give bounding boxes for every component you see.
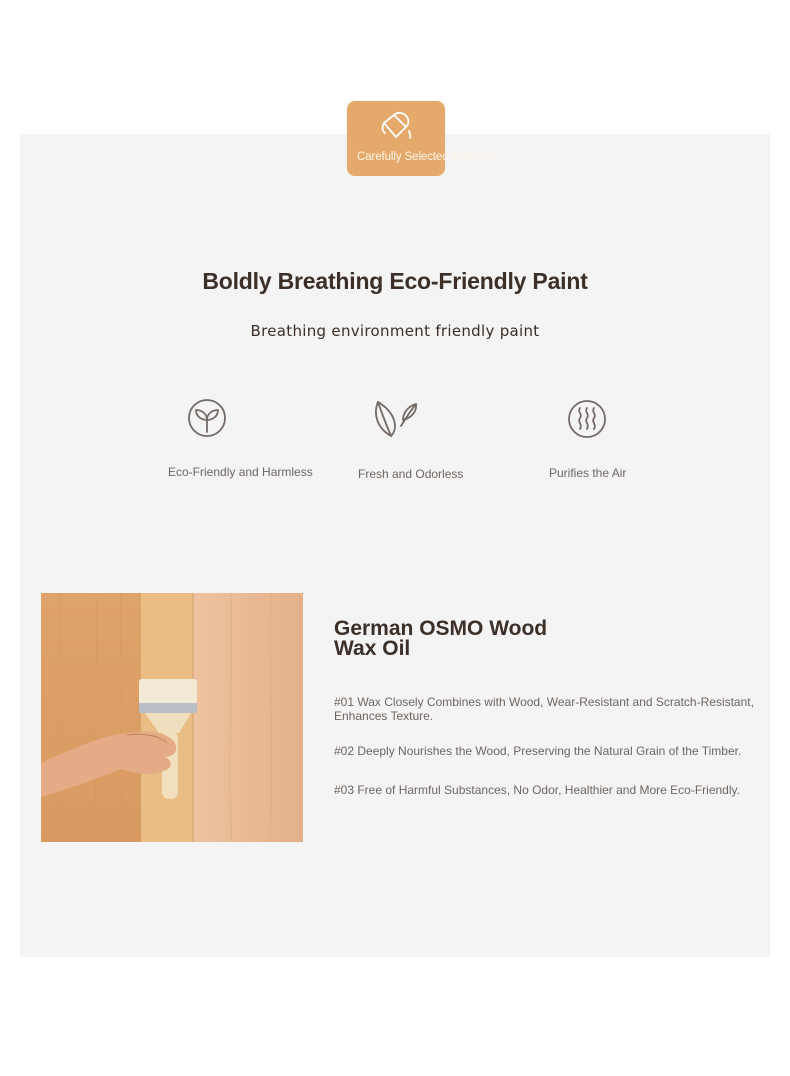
page-title: Boldly Breathing Eco-Friendly Paint: [202, 268, 588, 294]
badge-label: Carefully Selected Materials: [357, 151, 498, 163]
leaves-icon: [373, 398, 419, 440]
product-point-3: #03 Free of Harmful Substances, No Odor, Healthier and More Eco-Friendly.: [334, 783, 740, 797]
product-point-2: #02 Deeply Nourishes the Wood, Preserving the Natural Grain of the Timber.: [334, 744, 742, 758]
page-subtitle: Breathing environment friendly paint: [250, 322, 540, 340]
air-waves-icon: [567, 399, 607, 439]
paint-bucket-icon: [380, 109, 412, 143]
product-point-1: #01 Wax Closely Combines with Wood, Wear-Resistant and Scratch-Resistant, Enhances Texture.: [334, 695, 754, 723]
feature-label-eco: Eco-Friendly and Harmless: [168, 465, 313, 479]
feature-label-fresh: Fresh and Odorless: [358, 467, 464, 481]
product-title: German OSMO Wood Wax Oil: [334, 617, 548, 660]
product-photo: [41, 593, 303, 842]
feature-label-air: Purifies the Air: [549, 466, 627, 480]
sprout-icon: [187, 398, 227, 438]
materials-badge: [347, 101, 498, 176]
